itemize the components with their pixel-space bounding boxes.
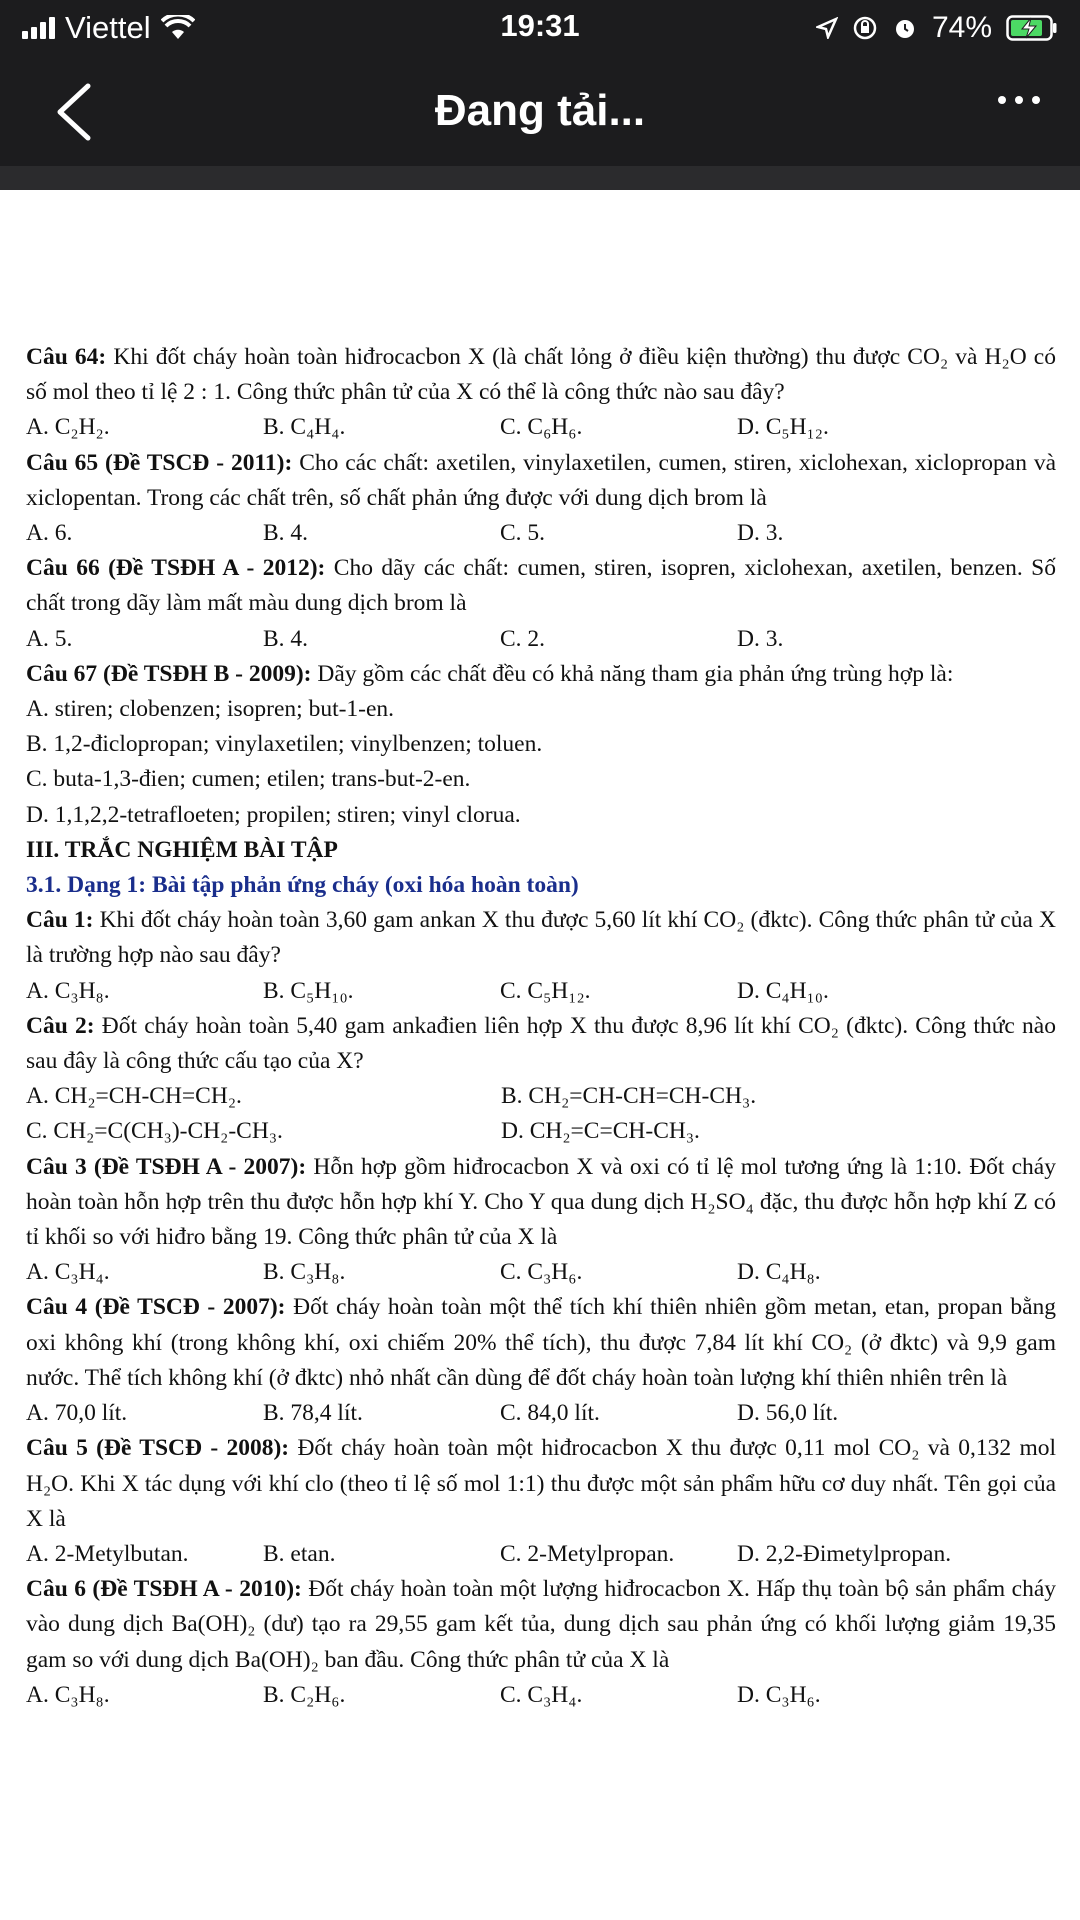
option-d: D. C₄H₈. xyxy=(737,1259,821,1286)
answer-options xyxy=(26,516,1056,551)
page-title: Đang tải... xyxy=(434,86,646,135)
question-6 xyxy=(26,1572,1056,1678)
question-label: Câu 1: xyxy=(26,907,94,934)
option-a: A. 70,0 lít. xyxy=(26,1400,128,1427)
question-67 xyxy=(26,657,1056,692)
option-c: C. buta-1,3-đien; cumen; etilen; trans-but-2-en. xyxy=(26,766,471,793)
option-a: A. 5. xyxy=(26,625,73,652)
question-label: Câu 67 (Đề TSĐH B - 2009): xyxy=(26,660,312,687)
alarm-icon xyxy=(892,15,918,41)
question-text: Cho các chất: axetilen, vinylaxetilen, cumen, stiren, xiclohexan, xiclopropan và xiclopentan. Trong các chất trên, số chất phản ứng được với dung dịch brom là xyxy=(26,449,1056,511)
answer-options xyxy=(26,1678,1056,1713)
question-text: Đốt cháy hoàn toàn một lượng hiđrocacbon X. Hấp thụ toàn bộ sản phẩm cháy vào dung dịch Ba(OH)₂ (dư) tạo ra 29,55 gam kết tủa, dung dịch sau phản ứng có khối lượng giảm 19,35 gam so với dung dịch Ba(OH)₂ ban đầu. Công thức phân tử của X là xyxy=(26,1576,1057,1673)
option-a: A. C₃H₄. xyxy=(26,1259,110,1286)
question-label: Câu 6 (Đề TSĐH A - 2010): xyxy=(26,1576,302,1603)
option-d: D. C₄H₁₀. xyxy=(737,977,829,1004)
document-content xyxy=(26,340,1056,1713)
question-3 xyxy=(26,1150,1056,1256)
question-text: Khi đốt cháy hoàn toàn hiđrocacbon X (là chất lỏng ở điều kiện thường) thu được CO₂ và H₂O có số mol theo tỉ lệ 2 : 1. Công thức phân tử của X có thể là công thức nào sau đây? xyxy=(26,344,1056,406)
question-label: Câu 64: xyxy=(26,344,107,370)
answer-options xyxy=(26,1079,1056,1114)
question-label: Câu 65 (Đề TSCĐ - 2011): xyxy=(26,449,293,476)
option-a: A. stiren; clobenzen; isopren; but-1-en. xyxy=(26,696,395,723)
battery-percent: 74% xyxy=(931,11,992,44)
answer-options xyxy=(26,622,1056,657)
option-a: A. CH₂=CH-CH=CH₂. xyxy=(26,1083,242,1110)
question-2 xyxy=(26,1009,1056,1079)
question-label: Câu 4 (Đề TSCĐ - 2007): xyxy=(26,1294,286,1321)
option-a: A. C₂H₂. xyxy=(26,414,110,441)
option-a: A. C₃H₈. xyxy=(26,977,110,1004)
option-d: D. 56,0 lít. xyxy=(737,1400,839,1427)
question-66 xyxy=(26,551,1056,621)
question-1 xyxy=(26,903,1056,973)
option-a: A. 2-Metylbutan. xyxy=(26,1540,189,1567)
question-label: Câu 2: xyxy=(26,1012,95,1039)
question-label: Câu 3 (Đề TSĐH A - 2007): xyxy=(26,1153,307,1180)
clock: 19:31 xyxy=(500,8,580,43)
option-c: C. 2-Metylpropan. xyxy=(500,1540,675,1567)
option-b: B. CH₂=CH-CH=CH-CH₃. xyxy=(501,1083,757,1110)
question-text: Đốt cháy hoàn toàn một thể tích khí thiên nhiên gồm metan, etan, propan bằng oxi không khí (trong không khí, oxi chiếm 20% thể tích), thu được 7,84 lít khí CO₂ (ở đktc) và 9,9 gam nước. Thể tích không khí (ở đktc) nhỏ nhất cần dùng để đốt cháy hoàn toàn lượng khí thiên nhiên trên là xyxy=(26,1294,1056,1391)
answer-options xyxy=(26,1114,1056,1149)
status-right xyxy=(816,8,1058,48)
question-text: Dãy gồm các chất đều có khả năng tham gia phản ứng trùng hợp là: xyxy=(317,660,954,687)
question-text: Đốt cháy hoàn toàn một hiđrocacbon X thu được 0,11 mol CO₂ và 0,132 mol H₂O. Khi X tác dụng với khí clo (theo tỉ lệ số mol 1:1) thu được một sản phẩm hữu cơ duy nhất. Tên gọi của X là xyxy=(26,1435,1057,1532)
question-text: Đốt cháy hoàn toàn 5,40 gam ankađien liên hợp X thu được 8,96 lít khí CO₂ (đktc). Công thức nào sau đây là công thức cấu tạo của X? xyxy=(26,1012,1056,1075)
question-label: Câu 5 (Đề TSCĐ - 2008): xyxy=(26,1435,290,1462)
option-c: C. C₅H₁₂. xyxy=(500,977,591,1004)
battery-charging-icon xyxy=(1006,15,1058,41)
option-b: B. 78,4 lít. xyxy=(263,1400,363,1427)
option-c: C. 2. xyxy=(500,625,546,652)
answer-options xyxy=(26,410,1056,445)
carrier-label: Viettel xyxy=(65,10,151,45)
location-arrow-icon xyxy=(816,17,838,39)
question-label: Câu 66 (Đề TSĐH A - 2012): xyxy=(26,555,326,582)
option-b: B. C₅H₁₀. xyxy=(263,977,354,1004)
option-b: B. C₂H₆. xyxy=(263,1681,346,1708)
loading-divider xyxy=(0,166,1080,190)
option-d: D. 3. xyxy=(737,625,784,652)
answer-options xyxy=(26,974,1056,1009)
option-a: A. 6. xyxy=(26,520,73,547)
option-b: B. C₄H₄. xyxy=(263,414,346,441)
option-d: D. 1,1,2,2-tetrafloeten; propilen; stiren; vinyl clorua. xyxy=(26,801,521,828)
question-text: Khi đốt cháy hoàn toàn 3,60 gam ankan X thu được 5,60 lít khí CO₂ (đktc). Công thức phân tử của X là trường hợp nào sau đây? xyxy=(26,907,1056,969)
option-c: C. C₃H₄. xyxy=(500,1681,583,1708)
more-options-icon[interactable] xyxy=(998,96,1040,104)
option-c: C. C₃H₆. xyxy=(500,1259,583,1286)
subsection-heading: 3.1. Dạng 1: Bài tập phản ứng cháy (oxi hóa hoàn toàn) xyxy=(26,872,579,899)
option-b: B. 4. xyxy=(263,625,309,652)
option-d: D. 3. xyxy=(737,520,784,547)
section-heading: III. TRẮC NGHIỆM BÀI TẬP xyxy=(26,836,338,863)
option-b: B. etan. xyxy=(263,1540,336,1567)
question-text: Cho dãy các chất: cumen, stiren, isopren, xiclohexan, axetilen, benzen. Số chất trong dãy làm mất màu dung dịch brom là xyxy=(26,555,1056,617)
question-text: Hỗn hợp gồm hiđrocacbon X và oxi có tỉ lệ mol tương ứng là 1:10. Đốt cháy hoàn toàn hỗn hợp trên thu được hỗn hợp khí Y. Cho Y qua dung dịch H₂SO₄ đặc, thu được hỗn hợp khí Z có tỉ khối so với hiđro bằng 19. Công thức phân tử của X là xyxy=(26,1153,1056,1251)
status-bar xyxy=(0,0,1080,56)
option-d: D. 2,2-Đimetylpropan. xyxy=(737,1540,952,1567)
option-b: B. C₃H₈. xyxy=(263,1259,346,1286)
option-c: C. C₆H₆. xyxy=(500,414,583,441)
option-a: A. C₃H₈. xyxy=(26,1681,110,1708)
answer-options xyxy=(26,1396,1056,1431)
orientation-lock-icon xyxy=(852,15,878,41)
answer-options xyxy=(26,1255,1056,1290)
navigation-bar xyxy=(0,56,1080,166)
option-c: C. 5. xyxy=(500,520,546,547)
option-c: C. CH₂=C(CH₃)-CH₂-CH₃. xyxy=(26,1118,283,1145)
question-5 xyxy=(26,1431,1056,1537)
option-d: D. C₅H₁₂. xyxy=(737,414,829,441)
answer-options xyxy=(26,1537,1056,1572)
question-65 xyxy=(26,446,1056,516)
option-d: D. C₃H₆. xyxy=(737,1681,821,1708)
option-d: D. CH₂=C=CH-CH₃. xyxy=(501,1118,700,1145)
option-b: B. 1,2-điclopropan; vinylaxetilen; vinylbenzen; toluen. xyxy=(26,731,543,758)
question-64 xyxy=(26,340,1056,410)
option-c: C. 84,0 lít. xyxy=(500,1400,600,1427)
question-4 xyxy=(26,1290,1056,1396)
option-b: B. 4. xyxy=(263,520,309,547)
